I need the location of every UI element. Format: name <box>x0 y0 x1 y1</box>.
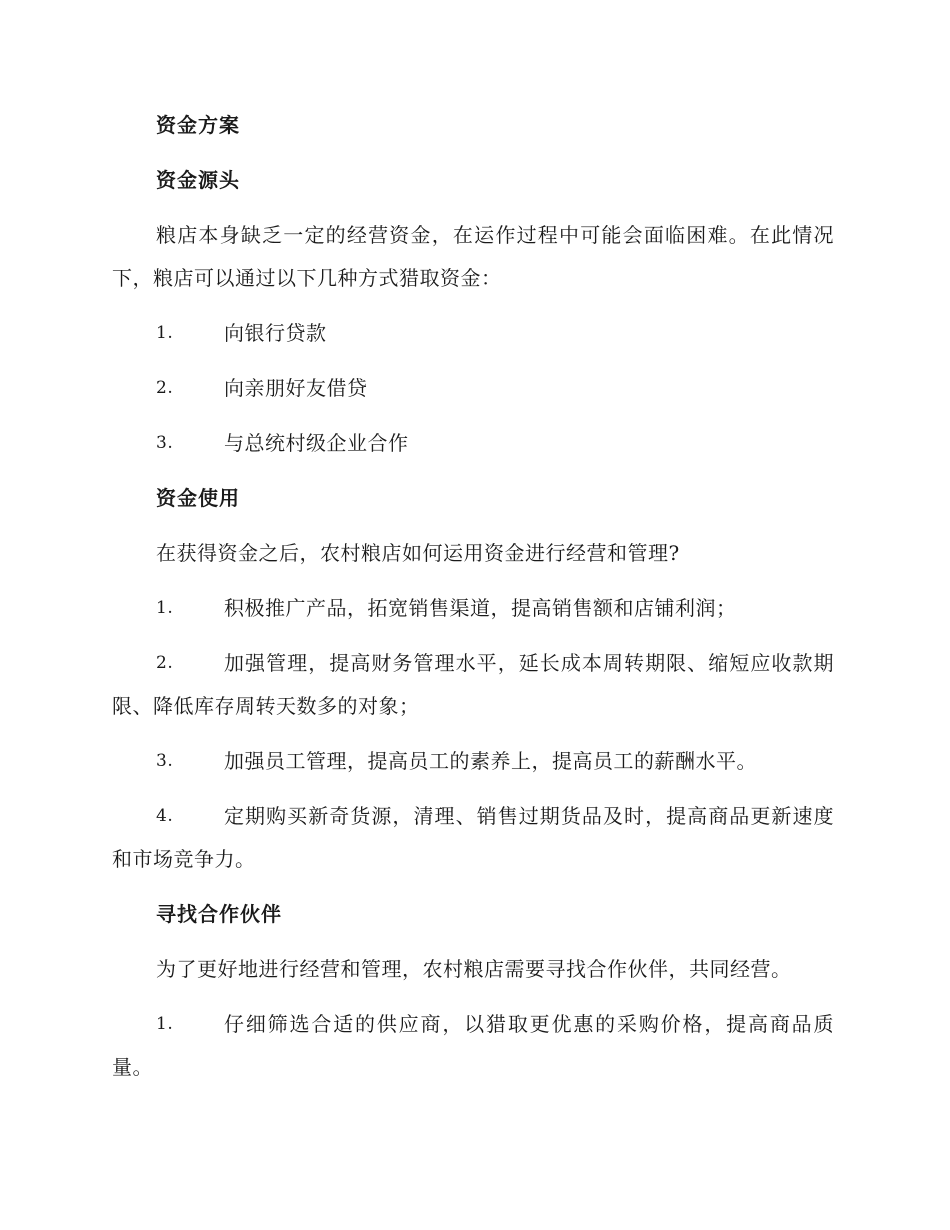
list-item-number: 1. <box>156 323 174 343</box>
list-item-text: 向银行贷款 <box>224 321 327 345</box>
section-intro-funding-use: 在获得资金之后，农村粮店如何运用资金进行经营和管理? <box>156 541 680 565</box>
list-item-number: 2. <box>156 378 174 398</box>
list-item-text: 加强员工管理，提高员工的素养上，提高员工的薪酬水平。 <box>224 749 757 773</box>
document-page <box>112 104 834 1101</box>
list-item-text: 与总统村级企业合作 <box>224 431 409 455</box>
document-title: 资金方案 <box>156 113 240 137</box>
section-intro-partners: 为了更好地进行经营和管理，农村粮店需要寻找合作伙伴，共同经营。 <box>156 957 792 981</box>
list-item <box>112 422 834 465</box>
list-item-number: 3. <box>156 433 174 453</box>
section-heading-partners: 寻找合作伙伴 <box>156 902 282 926</box>
list-item <box>112 740 834 783</box>
list-item-number: 1. <box>156 1014 174 1034</box>
list-item-text: 加强管理，提高财务管理水平，延长成本周转期限、缩短应收款期限、降低库存周转天数多的对象； <box>112 651 834 718</box>
list-item <box>112 1003 834 1089</box>
section-intro-funding-source: 粮店本身缺乏一定的经营资金，在运作过程中可能会面临困难。在此情况下，粮店可以通过以下几种方式猎取资金： <box>112 223 834 290</box>
list-item-number: 2. <box>156 653 174 673</box>
list-item-number: 1. <box>156 598 174 618</box>
section-heading-funding-use: 资金使用 <box>156 486 240 510</box>
list-item-text: 向亲朋好友借贷 <box>224 376 368 400</box>
list-item-number: 4. <box>156 806 174 826</box>
list-item-text: 定期购买新奇货源，清理、销售过期货品及时，提高商品更新速度和市场竞争力。 <box>112 804 834 871</box>
list-item-text: 积极推广产品，拓宽销售渠道，提高销售额和店铺利润； <box>224 596 737 620</box>
list-item <box>112 795 834 881</box>
list-item-text: 仔细筛选合适的供应商，以猎取更优惠的采购价格，提高商品质量。 <box>112 1012 834 1079</box>
list-item-number: 3. <box>156 751 174 771</box>
list-item <box>112 367 834 410</box>
section-heading-funding-source: 资金源头 <box>156 168 240 192</box>
list-item <box>112 642 834 728</box>
list-item <box>112 587 834 630</box>
list-item <box>112 312 834 355</box>
